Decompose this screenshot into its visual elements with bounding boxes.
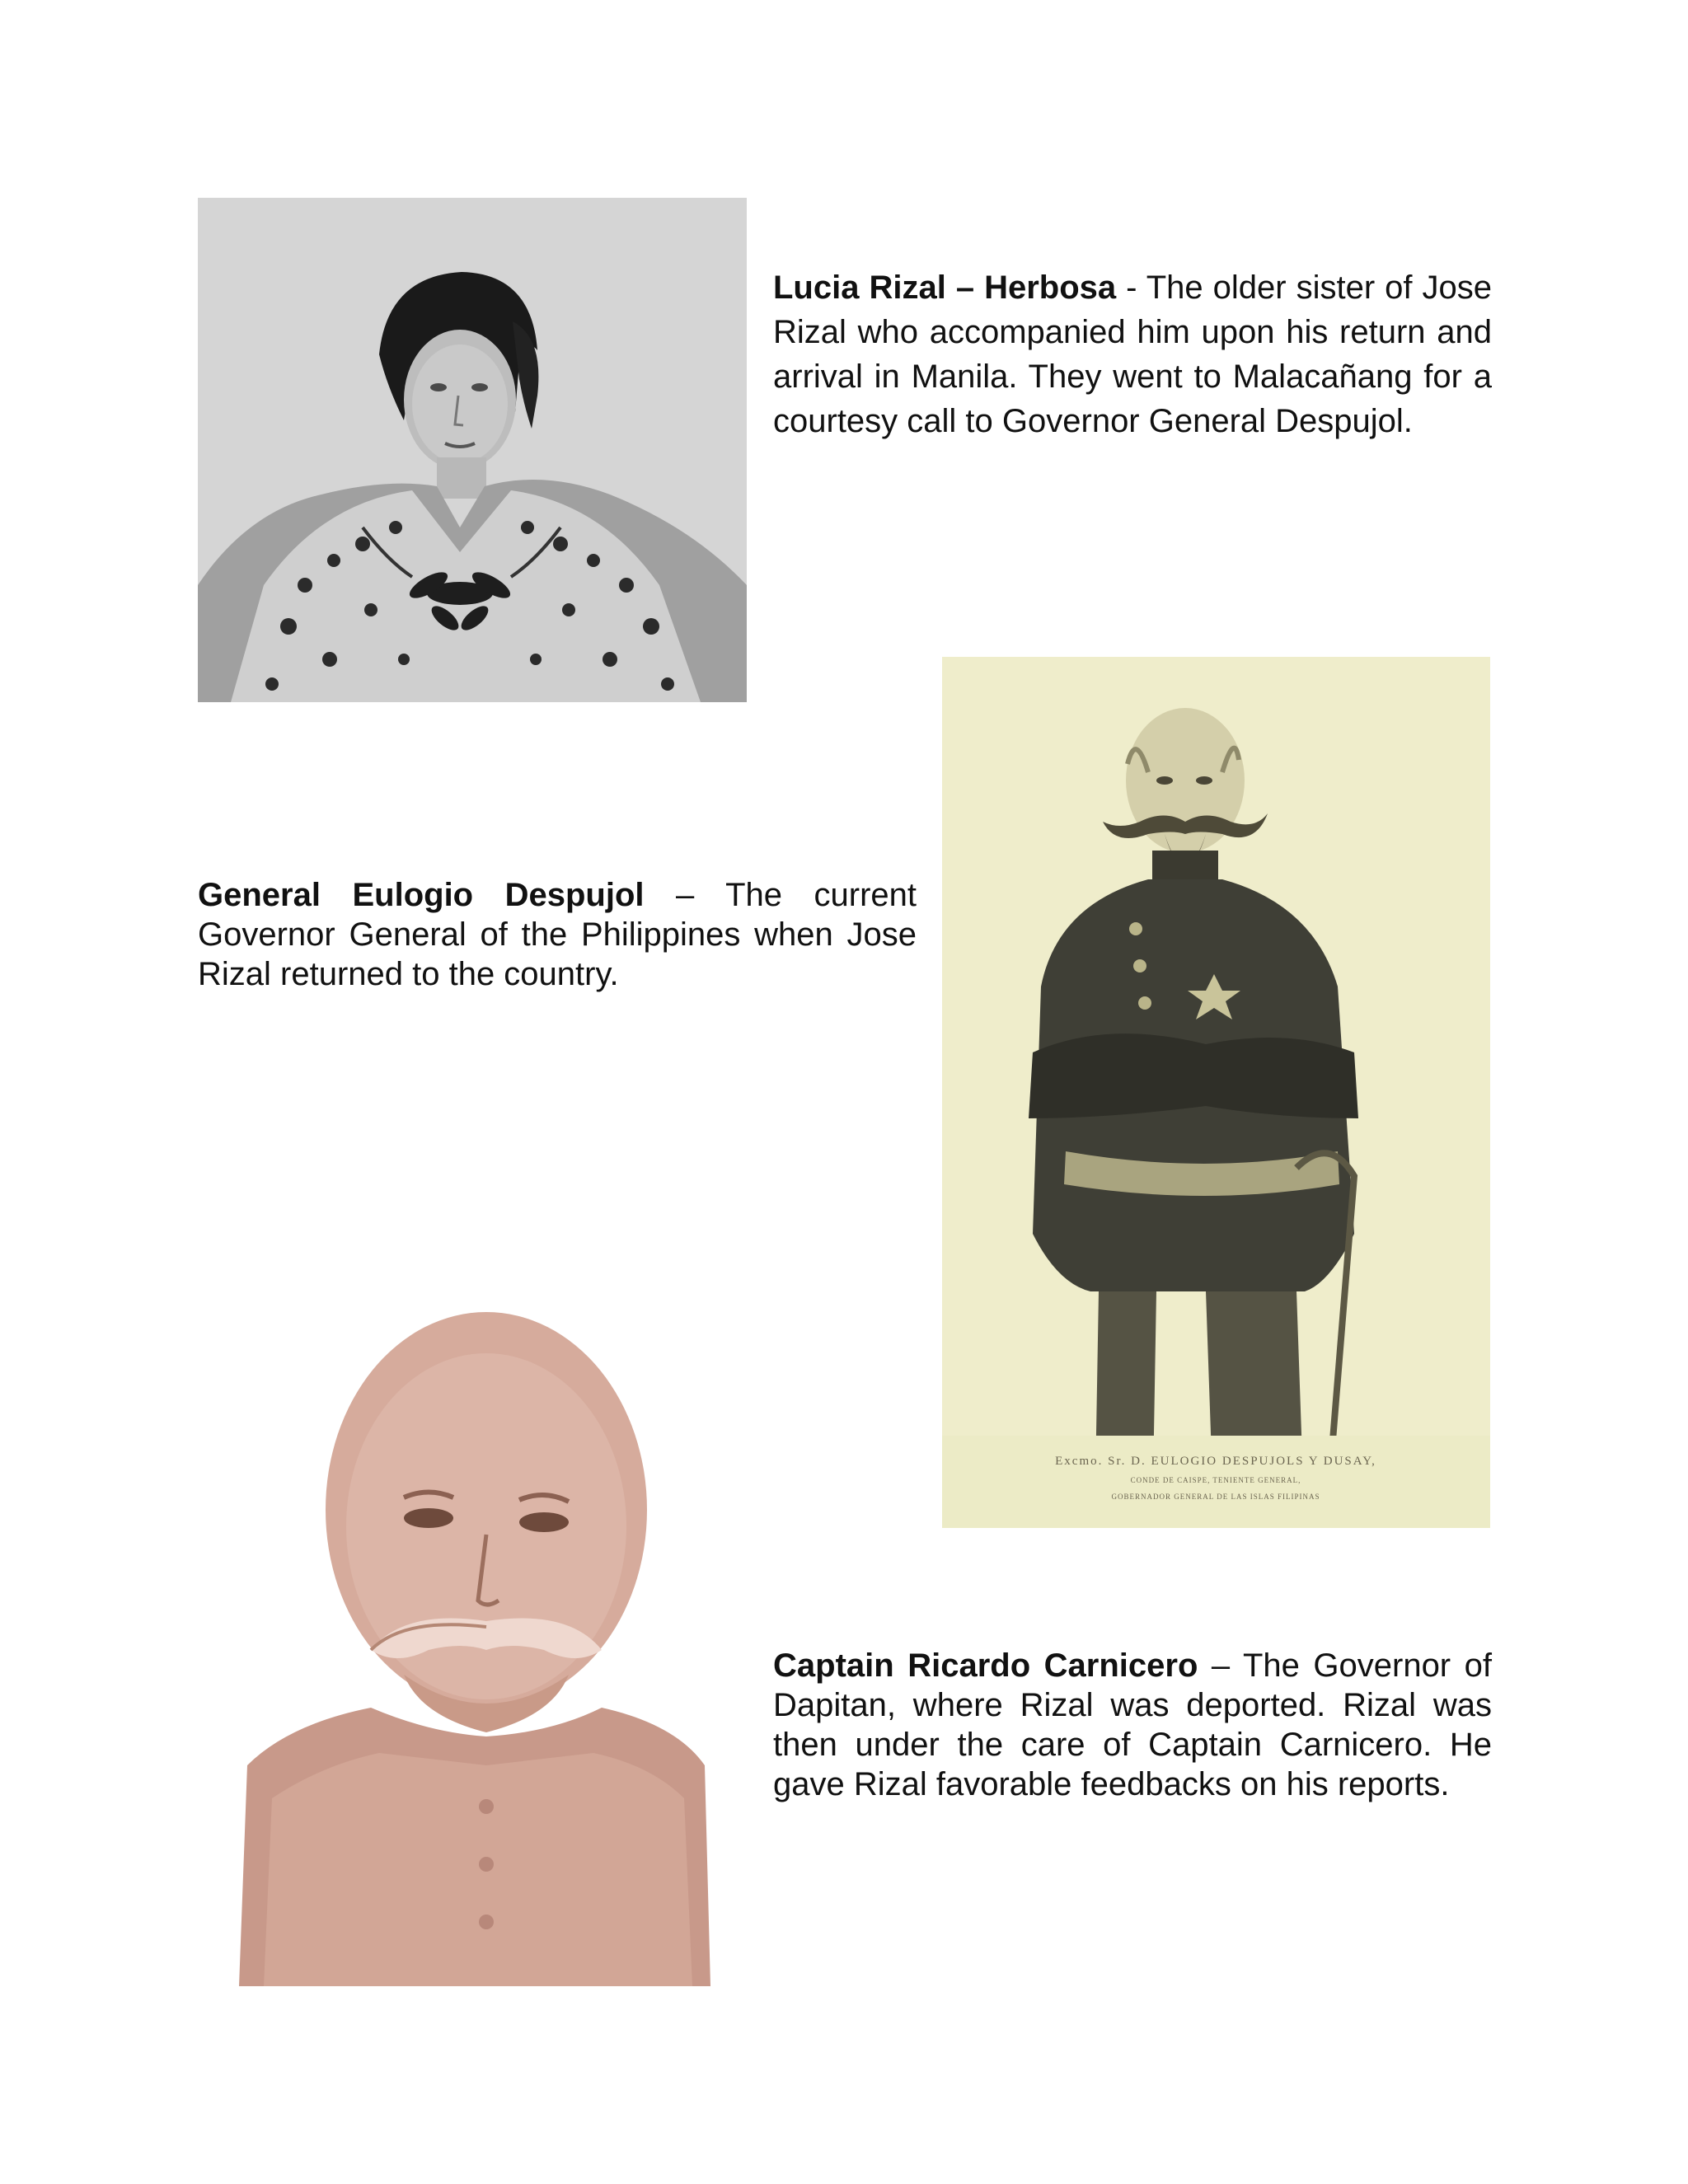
lucia-rizal-name: Lucia Rizal – Herbosa [773, 269, 1117, 306]
carnicero-description: – The Governor of Dapitan, where Rizal was deported. Rizal was then under the care of Captain Carnicero. He gave Rizal favorable feedbacks on his reports. [773, 1647, 1493, 1802]
engraving-portrait-icon [942, 657, 1490, 1528]
lucia-rizal-caption [773, 265, 1492, 443]
despujol-name: General Eulogio Despujol [198, 877, 645, 913]
engraving-caption-line: GOBERNADOR GENERAL DE LAS ISLAS FILIPINAS [1111, 1493, 1320, 1501]
despujol-description: – The current Governor General of the Philippines when Jose Rizal returned to the country. [198, 877, 917, 992]
engraving-caption-line: Excmo. Sr. D. EULOGIO DESPUJOLS Y DUSAY, [1055, 1455, 1376, 1468]
sepia-portrait-icon [239, 1304, 710, 1986]
carnicero-name: Captain Ricardo Carnicero [773, 1647, 1198, 1684]
despujol-caption [198, 875, 917, 994]
lucia-rizal-description: - The older sister of Jose Rizal who accompanied him upon his return and arrival in Manila. They went to Malacañang for a courtesy call to Governor General Despujol. [773, 269, 1492, 439]
portrait-photo-icon [198, 198, 747, 702]
carnicero-caption [773, 1646, 1492, 1804]
despujol-engraving [942, 657, 1490, 1528]
engraving-caption-line: CONDE DE CAISPE, TENIENTE GENERAL, [1130, 1476, 1301, 1484]
lucia-rizal-photo [198, 198, 747, 702]
carnicero-photo [239, 1304, 710, 1986]
